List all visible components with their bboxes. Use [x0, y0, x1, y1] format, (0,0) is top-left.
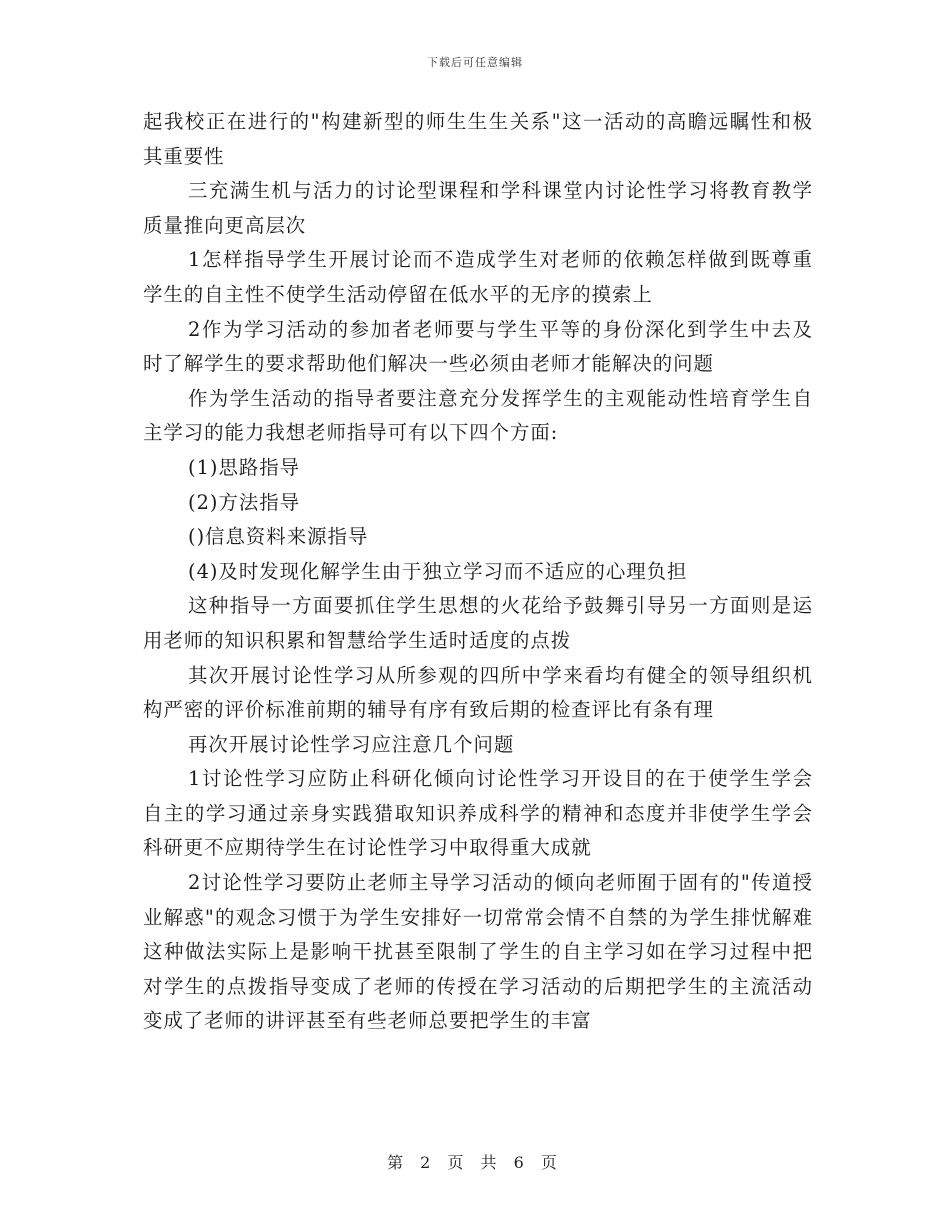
paragraph-12: 再次开展讨论性学习应注意几个问题 [188, 732, 515, 756]
list-item-thinking-guidance: (1)思路指导 [188, 455, 301, 479]
paragraph-11: 其次开展讨论性学习从所参观的四所中学来看均有健全的领导组织机构严密的评价标准前期的辅导有序有致后期的检查评比有条有理 [143, 663, 813, 722]
paragraph-13: 1讨论性学习应防止科研化倾向讨论性学习开设目的在于使学生学会自主的学习通过亲身实践猎取知识养成科学的精神和态度并非使学生学会科研更不应期待学生在讨论性学习中取得重大成就 [143, 767, 813, 860]
page-header: 下载后可任意编辑 [427, 56, 523, 69]
paragraph-10: 这种指导一方面要抓住学生思想的火花给予鼓舞引导另一方面则是运用老师的知识积累和智慧给学生适时适度的点拨 [143, 594, 813, 652]
list-item-method-guidance: (2)方法指导 [188, 490, 301, 514]
list-item-psychological-guidance: (4)及时发现化解学生由于独立学习而不适应的心理负担 [188, 559, 688, 583]
paragraph-5: 作为学生活动的指导者要注意充分发挥学生的主观能动性培育学生自主学习的能力我想老师指导可有以下四个方面: [143, 386, 813, 445]
paragraph-3: 1怎样指导学生开展讨论而不造成学生对老师的依赖怎样做到既尊重学生的自主性不使学生活动停留在低水平的无序的摸索上 [143, 248, 813, 306]
document-body [143, 105, 813, 1039]
page-footer: 第 2 页 共 6 页 [387, 1153, 563, 1172]
paragraph-2: 三充满生机与活力的讨论型课程和学科课堂内讨论性学习将教育教学质量推向更高层次 [143, 179, 813, 237]
paragraph-4: 2作为学习活动的参加者老师要与学生平等的身份深化到学生中去及时了解学生的要求帮助他们解决一些必须由老师才能解决的问题 [143, 317, 813, 376]
paragraph-1: 起我校正在进行的"构建新型的师生生生关系"这一活动的高瞻远瞩性和极其重要性 [143, 110, 813, 168]
list-item-information-guidance: ()信息资料来源指导 [188, 525, 369, 549]
paragraph-14: 2讨论性学习要防止老师主导学习活动的倾向老师囿于固有的"传道授业解惑"的观念习惯于为学生安排好一切常常会情不自禁的为学生排忧解难这种做法实际上是影响干扰甚至限制了学生的自主学习如在学习过程中把对学生的点拨指导变成了老师的传授在学习活动的后期把学生的主流活动变成了老师的讲评甚至有些老师总要把学生的丰富 [143, 871, 813, 1033]
